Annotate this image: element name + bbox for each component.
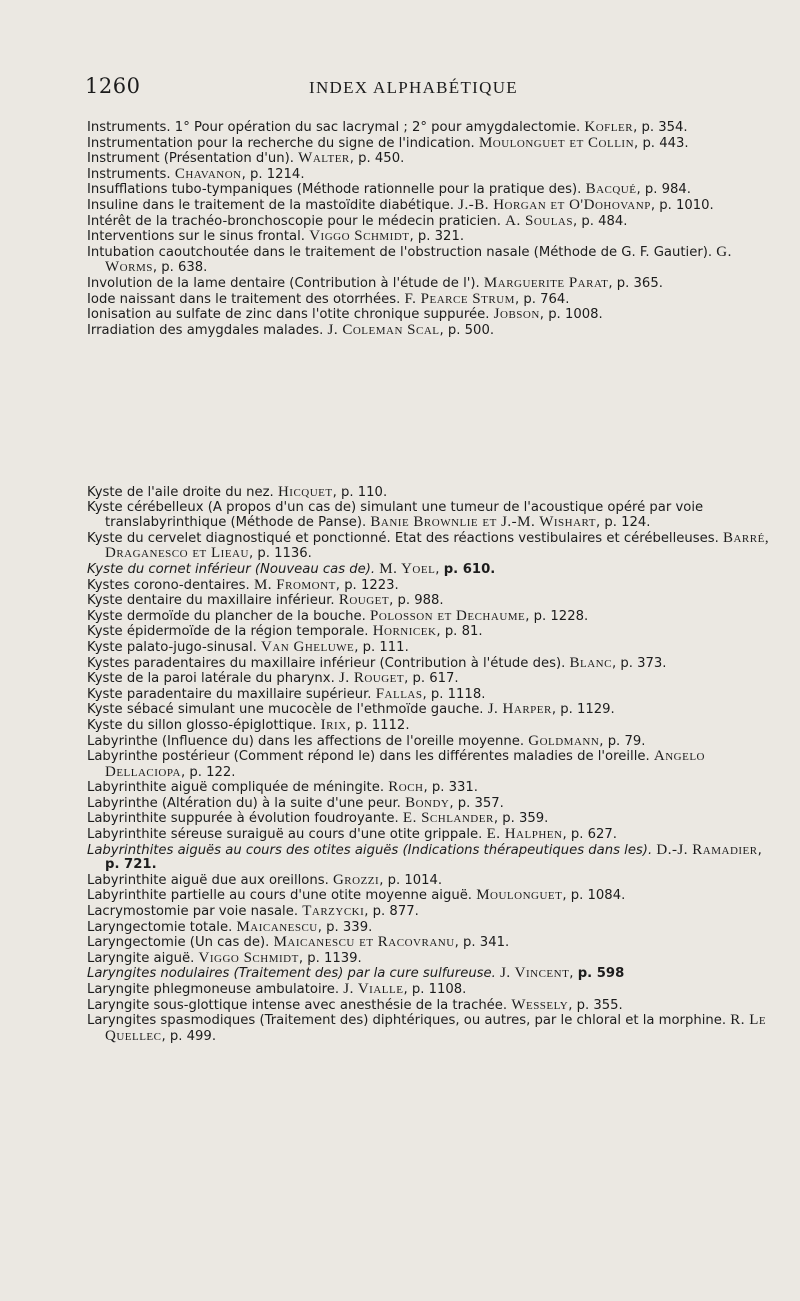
entry-author: E. Schlander: [402, 810, 494, 827]
entry-title: Labyrinthite séreuse suraiguë au cours d'une otite grippale.: [87, 827, 483, 843]
entry-title: Insufflations tubo-tympaniques (Méthode rationnelle pour la pratique des).: [87, 182, 582, 198]
entry-author: Viggo Schmidt: [198, 949, 299, 966]
index-entry: Labyrinthite suppurée à évolution foudroyante. E. Schlander, p. 359.: [87, 810, 549, 827]
entry-page: p. 1108.: [411, 982, 467, 997]
entry-title: Laryngectomie (Un cas de).: [87, 935, 270, 951]
index-section-kyste-laryngite: [87, 485, 777, 1044]
entry-author: E. Halphen: [486, 826, 563, 843]
entry-page: p. 484.: [581, 213, 628, 229]
entry-page: p. 331.: [431, 780, 478, 796]
entry-title: Kyste du cervelet diagnostiqué et ponctionné. Etat des réactions vestibulaires et cérébelleuses.: [87, 530, 719, 546]
entry-author: Marguerite Parat: [483, 274, 609, 291]
entry-author: Grozzi: [332, 871, 380, 888]
entry-author: J.-B. Horgan et O'Dohovanp: [458, 196, 651, 213]
entry-page: p. 610.: [443, 561, 496, 577]
entry-page: p. 1129.: [560, 702, 615, 718]
entry-author: Barré, Draganesco et Lieau: [105, 529, 770, 562]
index-entry: Laryngectomie totale. Maicanescu, p. 339.: [87, 918, 373, 935]
entry-author: Moulonguet: [476, 887, 563, 904]
entry-title: Kyste épidermoïde de la région temporale.: [87, 624, 369, 640]
entry-author: Maicanescu et Racovranu: [273, 934, 455, 951]
entry-author: Van Gheluwe: [261, 638, 355, 655]
index-entry: Intérêt de la trachéo-bronchoscopie pour le médecin praticien. A. Soulas, p. 484.: [87, 212, 628, 229]
entry-page: p. 988.: [397, 593, 444, 609]
entry-page: p. 1228.: [533, 608, 589, 624]
entry-title: Labyrinthite partielle au cours d'une otite moyenne aiguë.: [87, 888, 472, 904]
entry-author: Kofler: [584, 119, 634, 135]
index-entry: Laryngites nodulaires (Traitement des) par la cure sulfureuse. J. Vincent, p. 598: [87, 965, 625, 982]
entry-author: M. Fromont: [253, 576, 336, 593]
entry-page: p. 598: [577, 966, 625, 982]
entry-page: p. 110.: [341, 485, 388, 500]
entry-page: p. 341.: [463, 935, 510, 951]
index-entry: Laryngite phlegmoneuse ambulatoire. J. Vialle, p. 1108.: [87, 981, 467, 997]
entry-page: p. 499.: [169, 1028, 217, 1044]
entry-author: J. Harper: [487, 701, 552, 718]
entry-page: p. 617.: [412, 671, 459, 687]
entry-page: p. 79.: [607, 733, 646, 749]
entry-title: Kyste paradentaire du maxillaire supérieur.: [87, 686, 372, 702]
index-entry: Instruments. 1° Pour opération du sac lacrymal ; 2° pour amygdalectomie. Kofler, p. 354.: [87, 119, 688, 135]
entry-title: Intérêt de la trachéo-bronchoscopie pour le médecin praticien.: [87, 213, 501, 229]
entry-page: p. 111.: [362, 639, 409, 655]
entry-page: p. 1139.: [307, 950, 362, 966]
entry-author: G. Worms: [105, 243, 732, 276]
entry-title: Labyrinthite suppurée à évolution foudroyante.: [87, 811, 399, 827]
entry-author: Maicanescu: [236, 918, 318, 935]
index-entry: Intubation caoutchoutée dans le traitement de l'obstruction nasale (Méthode de G. F. Gautier). G. Worms, p. 638.: [87, 243, 732, 276]
entry-page: p. 355.: [576, 997, 623, 1013]
index-entry: Laryngite sous-glottique intense avec anesthésie de la trachée. Wessely, p. 355.: [87, 996, 623, 1013]
entry-page: p. 357.: [457, 795, 504, 811]
entry-title: Labyrinthites aiguës au cours des otites aiguës (Indications thérapeutiques dans les).: [87, 842, 653, 858]
index-entry: Kyste sébacé simulant une mucocèle de l'ethmoïde gauche. J. Harper, p. 1129.: [87, 701, 615, 718]
entry-author: Roch: [388, 779, 424, 796]
entry-title: Labyrinthe postérieur (Comment répond le) dans les différentes maladies de l'oreille.: [87, 749, 650, 765]
entry-author: J. Coleman Scal: [327, 321, 440, 338]
index-section-instruments: [87, 120, 777, 338]
entry-title: Kyste de l'aile droite du nez.: [87, 485, 274, 500]
index-entry: Instrumentation pour la recherche du signe de l'indication. Moulonguet et Collin, p. 443.: [87, 134, 689, 151]
entry-page: p. 81.: [444, 624, 483, 640]
entry-author: M. Yoel: [379, 560, 436, 577]
entry-author: Blanc: [569, 654, 612, 671]
entry-author: J. Rouget: [338, 670, 405, 687]
index-entry: Labyrinthite aiguë due aux oreillons. Grozzi, p. 1014.: [87, 871, 443, 888]
entry-title: Involution de la lame dentaire (Contribution à l'étude de l').: [87, 275, 480, 291]
index-entry: Ionisation au sulfate de zinc dans l'otite chronique suppurée. Jobson, p. 1008.: [87, 306, 603, 323]
index-entry: Iode naissant dans le traitement des otorrhées. F. Pearce Strum, p. 764.: [87, 290, 570, 307]
index-entry: Kyste du cornet inférieur (Nouveau cas de). M. Yoel, p. 610.: [87, 560, 496, 577]
page-header: [85, 74, 785, 104]
entry-page: p. 354.: [641, 120, 688, 135]
entry-page: p. 1008.: [548, 307, 603, 323]
entry-page: p. 359.: [502, 811, 549, 827]
entry-author: Bacqué: [585, 181, 637, 198]
entry-title: Insuline dans le traitement de la mastoïdite diabétique.: [87, 197, 454, 213]
entry-page: p. 1118.: [430, 686, 486, 702]
entry-title: Instrument (Présentation d'un).: [87, 151, 294, 167]
entry-page: p. 1084.: [570, 888, 626, 904]
entry-page: p. 443.: [642, 135, 689, 151]
entry-author: Viggo Schmidt: [309, 228, 410, 245]
index-entry: Kyste du sillon glosso-épiglottique. Irix, p. 1112.: [87, 716, 410, 733]
entry-title: Kyste de la paroi latérale du pharynx.: [87, 671, 335, 687]
entry-title: Laryngite phlegmoneuse ambulatoire.: [87, 982, 340, 997]
index-entry: Kyste paradentaire du maxillaire supérieur. Fallas, p. 1118.: [87, 685, 486, 702]
entry-author: Jobson: [493, 306, 540, 323]
entry-title: Laryngite aiguë.: [87, 950, 195, 966]
entry-author: Hornicek: [372, 623, 437, 640]
entry-title: Kystes corono-dentaires.: [87, 577, 250, 593]
entry-page: p. 1136.: [257, 546, 312, 562]
entry-page: p. 1112.: [355, 717, 410, 733]
entry-author: Tarzycki: [302, 903, 365, 920]
entry-page: p. 373.: [620, 655, 667, 671]
entry-author: Polosson et Dechaume: [370, 607, 526, 624]
entry-title: Kyste dentaire du maxillaire inférieur.: [87, 593, 335, 609]
entry-title: Labyrinthe (Altération du) à la suite d'une peur.: [87, 795, 401, 811]
entry-author: Bondy: [405, 794, 450, 811]
entry-author: A. Soulas: [505, 212, 573, 229]
entry-author: Angelo Dellaciopa: [105, 748, 705, 780]
entry-author: Moulonguet et Collin: [478, 134, 635, 151]
entry-page: p. 1010.: [659, 197, 714, 213]
entry-page: p. 450.: [358, 151, 405, 167]
index-entry: Labyrinthite aiguë compliquée de méningite. Roch, p. 331.: [87, 779, 478, 796]
entry-author: Walter: [298, 150, 350, 167]
index-entry: Labyrinthe (Influence du) dans les affections de l'oreille moyenne. Goldmann, p. 79.: [87, 732, 646, 749]
index-entry: Labyrinthites aiguës au cours des otites aiguës (Indications thérapeutiques dans les). D.-J. Ramadier, p. 721.: [87, 841, 762, 873]
entry-author: Irix: [320, 716, 347, 733]
entry-page: p. 1214.: [250, 166, 305, 182]
entry-page: p. 721.: [105, 857, 157, 873]
entry-title: Labyrinthite aiguë compliquée de méningite.: [87, 780, 385, 796]
index-entry: Labyrinthe (Altération du) à la suite d'une peur. Bondy, p. 357.: [87, 794, 504, 811]
index-entry: Insuline dans le traitement de la mastoïdite diabétique. J.-B. Horgan et O'Dohovanp, p. 1010.: [87, 196, 714, 213]
index-entry: Involution de la lame dentaire (Contribution à l'étude de l'). Marguerite Parat, p. 365.: [87, 274, 663, 291]
index-entry: Lacrymostomie par voie nasale. Tarzycki, p. 877.: [87, 903, 419, 920]
entry-title: Instrumentation pour la recherche du signe de l'indication.: [87, 135, 475, 151]
index-entry: Instruments. Chavanon, p. 1214.: [87, 165, 305, 182]
entry-title: Laryngites nodulaires (Traitement des) par la cure sulfureuse.: [87, 966, 496, 982]
index-entry: Laryngectomie (Un cas de). Maicanescu et Racovranu, p. 341.: [87, 934, 510, 951]
entry-author: J. Vincent: [500, 965, 570, 982]
entry-title: Labyrinthe (Influence du) dans les affections de l'oreille moyenne.: [87, 733, 525, 749]
entry-author: Goldmann: [528, 732, 600, 749]
entry-author: Banie Brownlie et J.-M. Wishart: [370, 514, 596, 531]
page-number: 1260: [85, 74, 141, 98]
entry-title: Interventions sur le sinus frontal.: [87, 229, 305, 245]
entry-title: Kyste cérébelleux (A propos d'un cas de) simulant une tumeur de l'acoustique opéré par voie translabyrinthique (Méthode de Panse).: [87, 499, 704, 531]
entry-page: p. 1014.: [387, 872, 443, 888]
entry-page: p. 627.: [570, 827, 617, 843]
index-entry: Kyste du cervelet diagnostiqué et ponctionné. Etat des réactions vestibulaires et cérébelleuses. Barré, Draganesco et Lieau, p. 1136.: [87, 529, 770, 562]
entry-page: p. 984.: [644, 182, 691, 198]
entry-title: Kystes paradentaires du maxillaire inférieur (Contribution à l'étude des).: [87, 655, 566, 671]
index-entry: Kyste de l'aile droite du nez. Hicquet, p. 110.: [87, 484, 388, 500]
index-entry: Kyste épidermoïde de la région temporale. Hornicek, p. 81.: [87, 623, 483, 640]
index-entry: Kyste de la paroi latérale du pharynx. J. Rouget, p. 617.: [87, 670, 459, 687]
entry-author: Fallas: [375, 685, 423, 702]
index-entry: Insufflations tubo-tympaniques (Méthode rationnelle pour la pratique des). Bacqué, p. 984.: [87, 181, 691, 198]
index-entry: Kyste cérébelleux (A propos d'un cas de) simulant une tumeur de l'acoustique opéré par voie translabyrinthique (Méthode de Panse). Banie Brownlie et J.-M. Wishart, p. 124.: [87, 499, 704, 531]
index-entry: Kystes paradentaires du maxillaire inférieur (Contribution à l'étude des). Blanc, p. 373.: [87, 654, 667, 671]
entry-author: Wessely: [511, 996, 569, 1013]
index-entry: Laryngite aiguë. Viggo Schmidt, p. 1139.: [87, 949, 362, 966]
index-entry: Kyste dentaire du maxillaire inférieur. Rouget, p. 988.: [87, 592, 444, 609]
entry-title: Instruments.: [87, 166, 171, 182]
entry-title: Kyste sébacé simulant une mucocèle de l'ethmoïde gauche.: [87, 702, 484, 718]
entry-page: p. 124.: [604, 515, 651, 531]
entry-title: Irradiation des amygdales malades.: [87, 322, 324, 338]
entry-author: R. Le Quellec: [105, 1012, 767, 1044]
running-title: INDEX ALPHABÉTIQUE: [309, 78, 518, 97]
entry-title: Instruments. 1° Pour opération du sac lacrymal ; 2° pour amygdalectomie.: [87, 120, 581, 135]
entry-title: Intubation caoutchoutée dans le traitement de l'obstruction nasale (Méthode de G. F. Gautier).: [87, 244, 713, 260]
entry-title: Labyrinthite aiguë due aux oreillons.: [87, 872, 329, 888]
index-entry: Kystes corono-dentaires. M. Fromont, p. 1223.: [87, 576, 399, 593]
entry-author: F. Pearce Strum: [404, 290, 515, 307]
entry-author: J. Vialle: [343, 981, 404, 997]
entry-page: p. 365.: [616, 275, 663, 291]
entry-title: Iode naissant dans le traitement des otorrhées.: [87, 291, 401, 307]
entry-author: D.-J. Ramadier: [656, 841, 758, 858]
entry-page: p. 1223.: [344, 577, 399, 593]
entry-page: p. 638.: [161, 260, 208, 276]
index-entry: Kyste palato-jugo-sinusal. Van Gheluwe, p. 111.: [87, 638, 409, 655]
entry-title: Lacrymostomie par voie nasale.: [87, 904, 299, 920]
entry-page: p. 321.: [417, 229, 465, 245]
entry-author: Hicquet: [277, 484, 333, 500]
entry-page: p. 122.: [189, 764, 236, 780]
index-entry: Labyrinthe postérieur (Comment répond le) dans les différentes maladies de l'oreille. Angelo Dellaciopa, p. 122.: [87, 748, 705, 780]
entry-page: p. 339.: [326, 919, 373, 935]
index-entry: Instrument (Présentation d'un). Walter, p. 450.: [87, 150, 405, 167]
entry-title: Kyste dermoïde du plancher de la bouche.: [87, 608, 366, 624]
index-entry: Labyrinthite partielle au cours d'une otite moyenne aiguë. Moulonguet, p. 1084.: [87, 887, 626, 904]
entry-title: Laryngite sous-glottique intense avec anesthésie de la trachée.: [87, 997, 508, 1013]
index-entry: Labyrinthite séreuse suraiguë au cours d'une otite grippale. E. Halphen, p. 627.: [87, 826, 617, 843]
index-entry: Interventions sur le sinus frontal. Viggo Schmidt, p. 321.: [87, 228, 465, 245]
entry-title: Kyste du cornet inférieur (Nouveau cas de).: [87, 561, 376, 577]
entry-title: Laryngectomie totale.: [87, 919, 233, 935]
entry-author: Rouget: [338, 592, 390, 609]
entry-title: Laryngites spasmodiques (Traitement des) diphtériques, ou autres, par le chloral et la morphine.: [87, 1013, 727, 1029]
entry-page: p. 764.: [523, 291, 570, 307]
index-entry: Laryngites spasmodiques (Traitement des) diphtériques, ou autres, par le chloral et la morphine. R. Le Quellec, p. 499.: [87, 1012, 767, 1044]
entry-page: p. 500.: [447, 322, 495, 338]
entry-title: Ionisation au sulfate de zinc dans l'otite chronique suppurée.: [87, 307, 490, 323]
entry-title: Kyste palato-jugo-sinusal.: [87, 639, 257, 655]
entry-title: Kyste du sillon glosso-épiglottique.: [87, 717, 317, 733]
entry-page: p. 877.: [372, 904, 419, 920]
index-entry: Kyste dermoïde du plancher de la bouche. Polosson et Dechaume, p. 1228.: [87, 607, 589, 624]
index-entry: Irradiation des amygdales malades. J. Coleman Scal, p. 500.: [87, 321, 495, 338]
entry-author: Chavanon: [174, 165, 242, 182]
